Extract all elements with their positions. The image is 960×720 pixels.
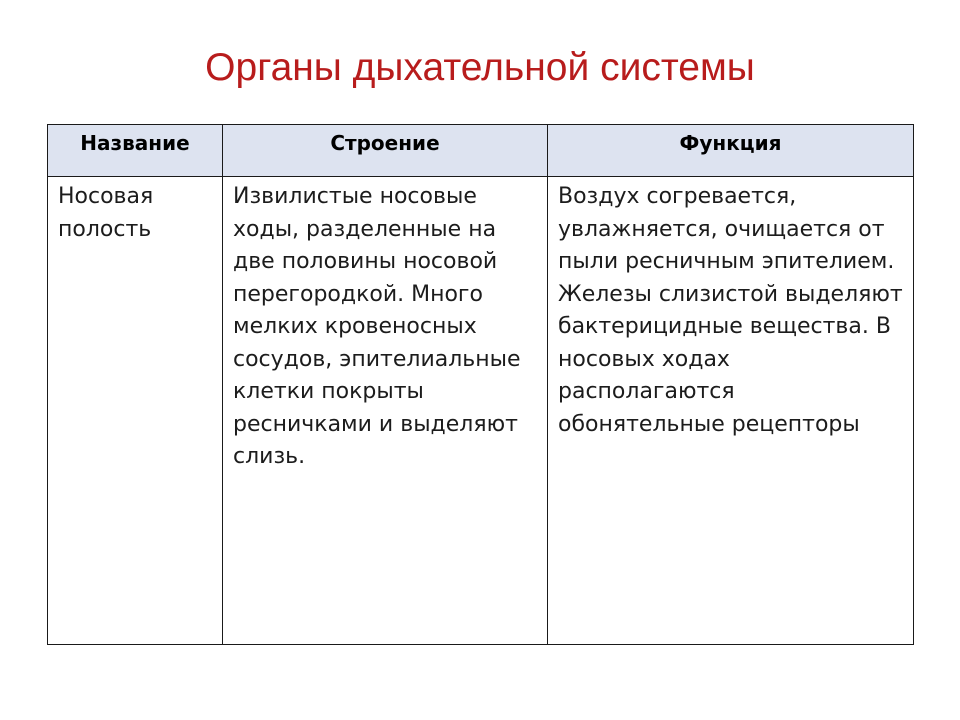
cell-structure: Извилистые носовые ходы, разделенные на две половины носовой перегородкой. Много мелких кровеносных сосудов, эпителиальные клетки покрыты ресничками и выделяют слизь. xyxy=(223,177,548,645)
header-name: Название xyxy=(48,125,223,177)
organs-table xyxy=(47,124,914,645)
slide-title: Органы дыхательной системы xyxy=(205,46,755,89)
table-header-row xyxy=(48,125,914,177)
cell-function: Воздух согревается, увлажняется, очищается от пыли ресничным эпителием. Железы слизистой выделяют бактерицидные вещества. В носовых ходах располагаются обонятельные рецепторы xyxy=(548,177,914,645)
header-function: Функция xyxy=(548,125,914,177)
header-structure: Строение xyxy=(223,125,548,177)
table-row xyxy=(48,177,914,645)
cell-name: Носовая полость xyxy=(48,177,223,645)
